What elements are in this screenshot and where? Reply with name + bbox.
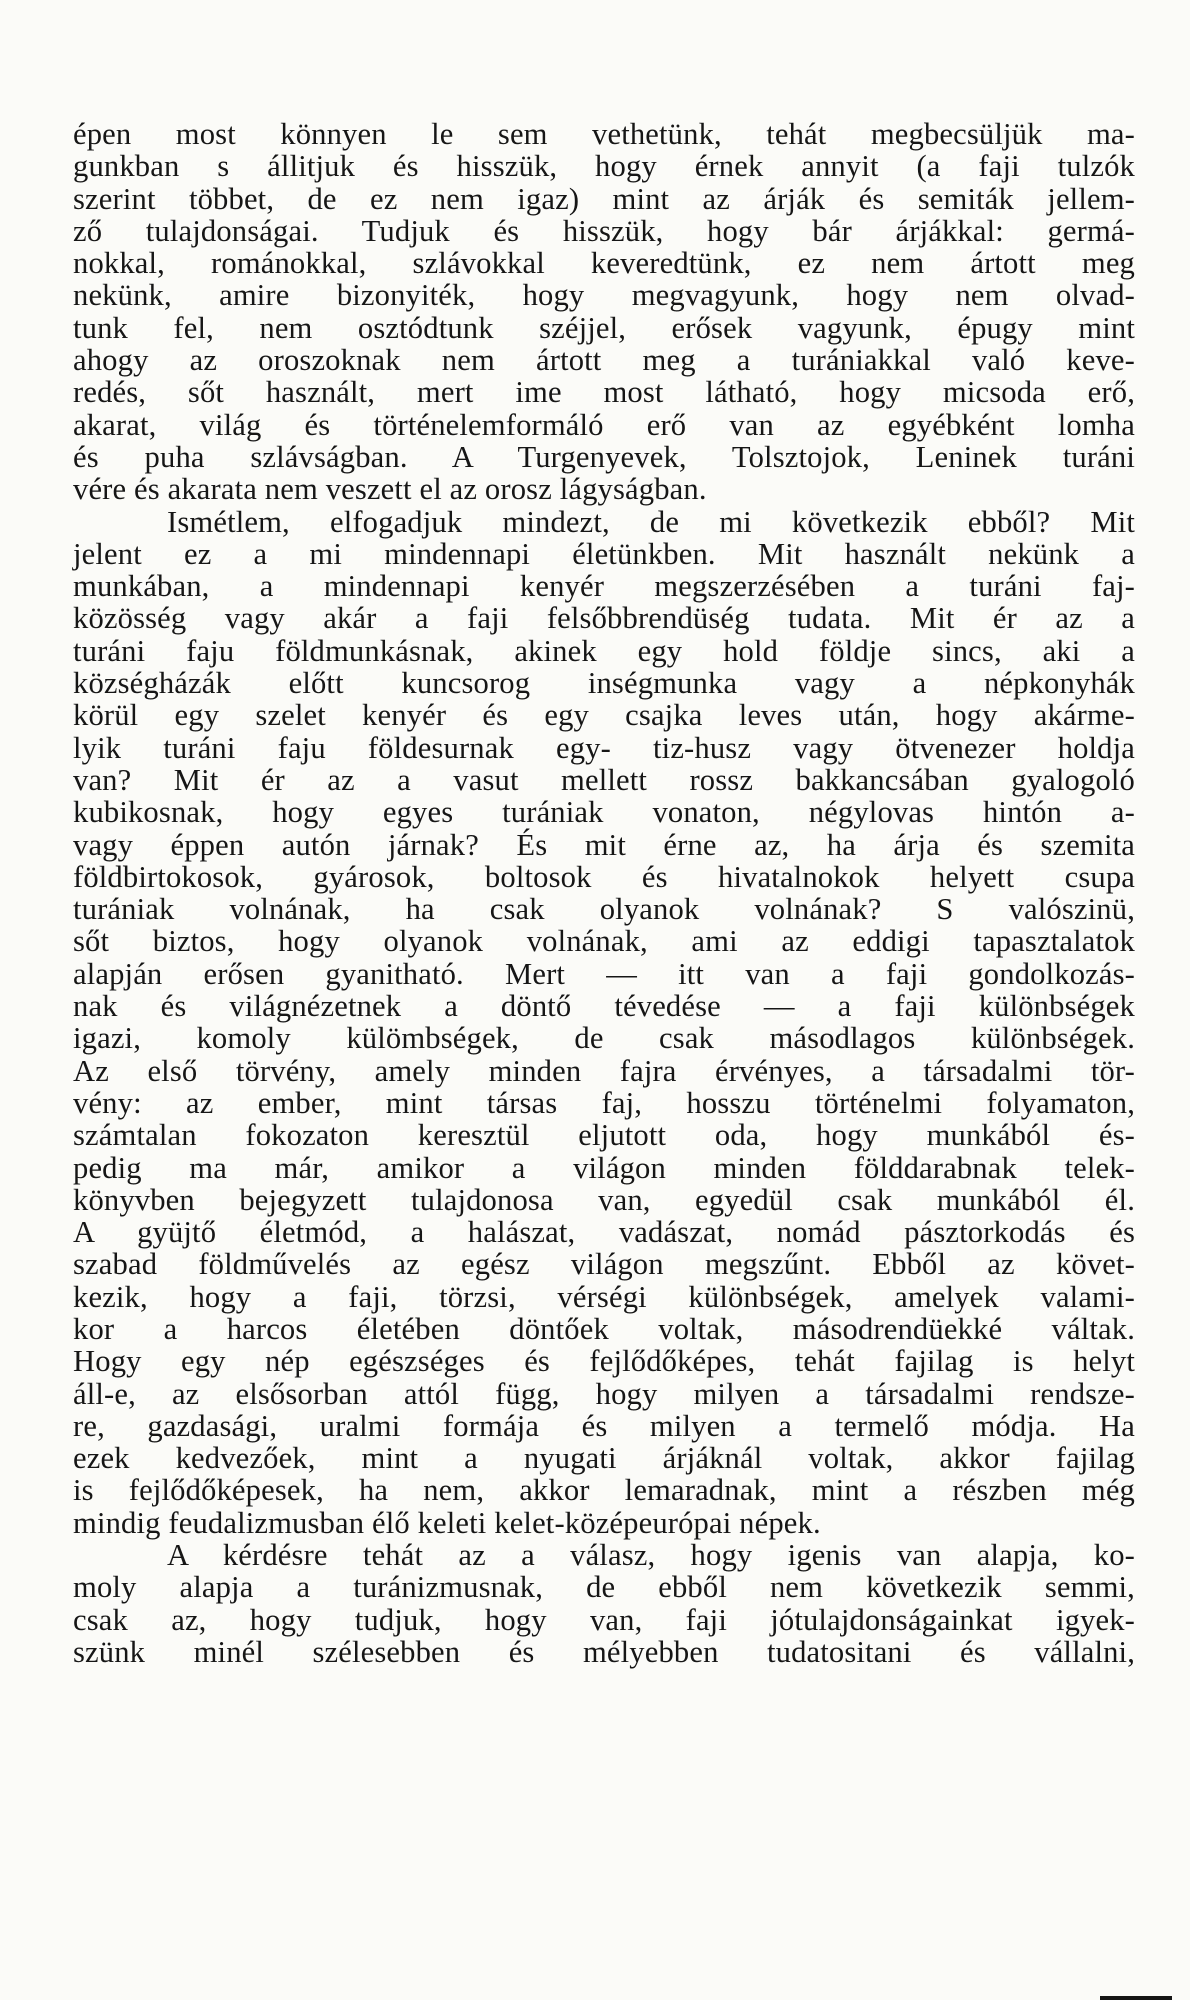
text-line: alapján erősen gyanitható. Mert — itt van a faji gondolkozás- xyxy=(73,956,1135,991)
text-line: nokkal, románokkal, szlávokkal keveredtünk, ez nem ártott meg xyxy=(73,246,1135,281)
text-line: ahogy az oroszoknak nem ártott meg a turániakkal való keve- xyxy=(73,343,1135,378)
text-line: jelent ez a mi mindennapi életünkben. Mit használt nekünk a xyxy=(73,536,1135,571)
text-line: ző tulajdonságai. Tudjuk és hisszük, hogy bár árjákkal: germá- xyxy=(73,213,1135,248)
text-line: turáni faju földmunkásnak, akinek egy hold földje sincs, aki a xyxy=(73,633,1135,668)
text-line: lyik turáni faju földesurnak egy- tiz-husz vagy ötvenezer holdja xyxy=(73,730,1135,765)
text-line: földbirtokosok, gyárosok, boltosok és hivatalnokok helyett csupa xyxy=(73,859,1135,894)
text-line: csak az, hogy tudjuk, hogy van, faji jótulajdonságainkat igyek- xyxy=(73,1602,1135,1637)
text-line: Az első törvény, amely minden fajra érvényes, a társadalmi tör- xyxy=(73,1053,1135,1088)
text-line: Ismétlem, elfogadjuk mindezt, de mi következik ebből? Mit xyxy=(167,504,1135,539)
text-line: vére és akarata nem veszett el az orosz lágyságban. xyxy=(73,472,707,507)
text-line: épen most könnyen le sem vethetünk, tehát megbecsüljük ma- xyxy=(73,117,1135,151)
text-line: községházák előtt kuncsorog inségmunka vagy a népkonyhák xyxy=(73,666,1135,701)
text-line: pedig ma már, amikor a világon minden földdarabnak telek- xyxy=(73,1150,1135,1185)
text-line: is fejlődőképesek, ha nem, akkor lemaradnak, mint a részben még xyxy=(73,1473,1135,1508)
text-line: körül egy szelet kenyér és egy csajka leves után, hogy akárme- xyxy=(73,698,1135,733)
text-line: szabad földművelés az egész világon megszűnt. Ebből az követ- xyxy=(73,1247,1135,1282)
text-line: szerint többet, de ez nem igaz) mint az árják és semiták jellem- xyxy=(73,181,1135,216)
text-line: Hogy egy nép egészséges és fejlődőképes, tehát fajilag is helyt xyxy=(73,1344,1135,1379)
text-line: redés, sőt használt, mert ime most látható, hogy micsoda erő, xyxy=(73,375,1135,410)
page-edge-mark xyxy=(1100,1996,1172,2000)
text-line: gunkban s állitjuk és hisszük, hogy érnek annyit (a faji tulzók xyxy=(73,149,1135,184)
text-line: re, gazdasági, uralmi formája és milyen a termelő módja. Ha xyxy=(73,1408,1135,1443)
text-line: vény: az ember, mint társas faj, hosszu történelmi folyamaton, xyxy=(73,1085,1135,1120)
text-line: sőt biztos, hogy olyanok volnának, ami az eddigi tapasztalatok xyxy=(73,924,1135,959)
text-line: kezik, hogy a faji, törzsi, vérségi különbségek, amelyek valami- xyxy=(73,1279,1135,1314)
text-line: igazi, komoly külömbségek, de csak másodlagos különbségek. xyxy=(73,1021,1135,1056)
text-line: kor a harcos életében döntőek voltak, másodrendüekké váltak. xyxy=(73,1311,1135,1346)
text-line: turániak volnának, ha csak olyanok volnának? S valószinü, xyxy=(73,892,1135,927)
text-line: munkában, a mindennapi kenyér megszerzésében a turáni faj- xyxy=(73,569,1135,604)
text-line: áll-e, az elsősorban attól függ, hogy milyen a társadalmi rendsze- xyxy=(73,1376,1135,1411)
text-line: A kérdésre tehát az a válasz, hogy igenis van alapja, ko- xyxy=(167,1538,1135,1573)
text-line: közösség vagy akár a faji felsőbbrendüség tudata. Mit ér az a xyxy=(73,601,1135,636)
text-line: ezek kedvezőek, mint a nyugati árjáknál voltak, akkor fajilag xyxy=(73,1441,1135,1476)
text-line: mindig feudalizmusban élő keleti kelet-középeurópai népek. xyxy=(73,1505,821,1540)
text-line: szünk minél szélesebben és mélyebben tudatositani és vállalni, xyxy=(73,1634,1135,1669)
text-line: nak és világnézetnek a döntő tévedése — a faji különbségek xyxy=(73,989,1135,1024)
text-line: nekünk, amire bizonyiték, hogy megvagyunk, hogy nem olvad- xyxy=(73,278,1135,313)
text-line: tunk fel, nem osztódtunk széjjel, erősek vagyunk, épugy mint xyxy=(73,310,1135,345)
text-line: A gyüjtő életmód, a halászat, vadászat, nomád pásztorkodás és xyxy=(73,1215,1135,1250)
text-line: könyvben bejegyzett tulajdonosa van, egyedül csak munkából él. xyxy=(73,1182,1135,1217)
text-line: vagy éppen autón járnak? És mit érne az, ha árja és szemita xyxy=(73,827,1135,862)
text-line: akarat, világ és történelemformáló erő van az egyébként lomha xyxy=(73,407,1135,442)
text-line: van? Mit ér az a vasut mellett rossz bakkancsában gyalogoló xyxy=(73,762,1135,797)
body-text xyxy=(73,118,1135,1668)
text-line: és puha szlávságban. A Turgenyevek, Tolsztojok, Leninek turáni xyxy=(73,439,1135,474)
text-line: számtalan fokozaton keresztül eljutott oda, hogy munkából és- xyxy=(73,1118,1135,1153)
text-line: moly alapja a turánizmusnak, de ebből nem következik semmi, xyxy=(73,1570,1135,1605)
text-line: kubikosnak, hogy egyes turániak vonaton, négylovas hintón a- xyxy=(73,795,1135,830)
